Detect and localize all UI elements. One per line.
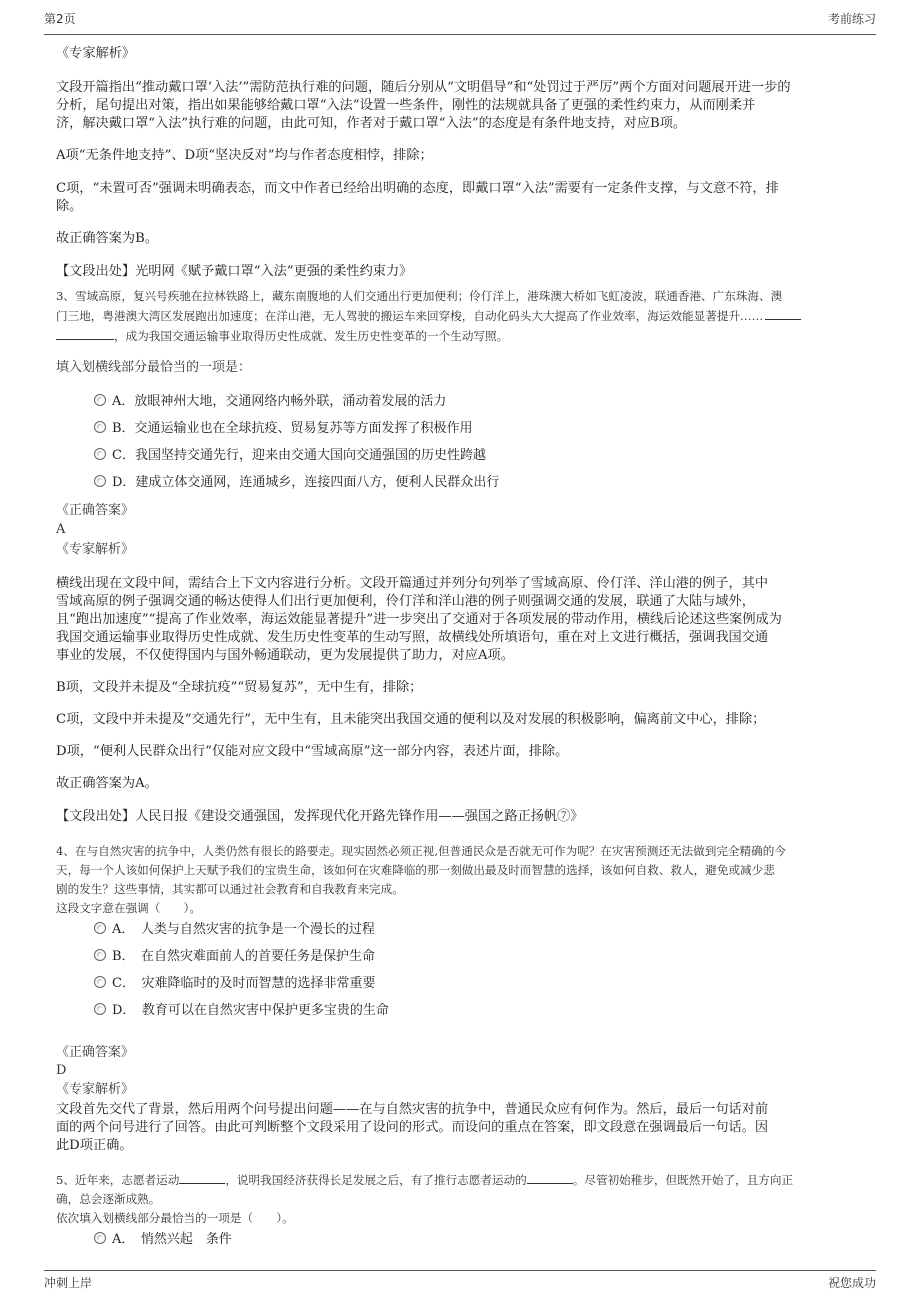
q3-option-c[interactable]: C．我国坚持交通先行，迎来由交通大国向交通强国的历史性跨越 [94, 447, 486, 465]
q4-answer-label: 《正确答案》 [56, 1045, 135, 1060]
q2-analysis-line: 分析，尾句提出对策，指出如果能够给戴口罩“入法”设置一些条件，刚性的法规就具备了更强的柔性约束力，从而刚柔并 [56, 98, 756, 113]
q3-option-c-analysis: C项，文段中并未提及“交通先行”，无中生有，且未能突出我国交通的便利以及对发展的积极影响，偏离前文中心，排除； [56, 712, 766, 727]
q2-analysis-line: 文段开篇指出“推动戴口罩‘入法’”需防范执行难的问题，随后分别从“文明倡导”和“处罚过于严厉”两个方面对问题展开进一步的 [56, 80, 791, 95]
page-footer [44, 1270, 876, 1298]
q4-option-c[interactable]: C． 灾难降临时的及时而智慧的选择非常重要 [94, 975, 375, 993]
q3-analysis-line: 横线出现在文段中间，需结合上下文内容进行分析。文段开篇通过并列分句列举了雪域高原、伶仃洋、洋山港的例子，其中 [56, 576, 769, 591]
q5-option-a[interactable]: A． 悄然兴起 条件 [94, 1231, 232, 1249]
q2-source: 【文段出处】光明网《赋予戴口罩“入法”更强的柔性约束力》 [56, 264, 413, 279]
q3-option-d-analysis: D项，“便利人民群众出行”仅能对应文段中“雪域高原”这一部分内容，表述片面，排除。 [56, 744, 569, 759]
footer-left-text: 冲刺上岸 [44, 1276, 93, 1290]
q3-option-a[interactable]: A．放眼神州大地，交通网络内畅外联，涌动着发展的活力 [94, 393, 446, 411]
q5-prompt: 依次填入划横线部分最恰当的一项是（ ）。 [56, 1211, 294, 1225]
radio-button-icon[interactable] [94, 922, 106, 934]
radio-button-icon[interactable] [94, 949, 106, 961]
q4-analysis-line: 文段首先交代了背景，然后用两个问号提出问题——在与自然灾害的抗争中，普通民众应有何作为。然后，最后一句话对前 [56, 1102, 769, 1117]
q3-option-b-analysis: B项，文段并未提及“全球抗疫”“贸易复苏”，无中生有，排除； [56, 680, 423, 695]
q4-stem-line: 天，每一个人该如何保护上天赋予我们的宝贵生命，该如何在灾难降临的那一刻做出最及时而智慧的选择，该如何自救、救人，避免或减少悲 [56, 863, 775, 877]
q3-prompt: 填入划横线部分最恰当的一项是： [56, 360, 252, 375]
radio-button-icon[interactable] [94, 976, 106, 988]
radio-button-icon[interactable] [94, 421, 106, 433]
q4-answer: D [56, 1063, 67, 1078]
q3-final-answer: 故正确答案为A。 [56, 776, 158, 791]
q4-option-a[interactable]: A． 人类与自然灾害的抗争是一个漫长的过程 [94, 921, 375, 939]
q3-analysis-line: 且“跑出加速度”“提高了作业效率，海运效能显著提升”进一步突出了交通对于各项发展的带动作用，横线后论述这些案例成为 [56, 612, 782, 627]
q4-stem-line: 4、在与自然灾害的抗争中，人类仍然有很长的路要走。现实固然必须正视,但普通民众是否就无可作为呢？在灾害预测还无法做到完全精确的今 [56, 844, 786, 858]
q2-final-answer: 故正确答案为B。 [56, 231, 159, 246]
q3-option-d[interactable]: D．建成立体交通网，连通城乡，连接四面八方，便利人民群众出行 [94, 474, 499, 492]
q4-analysis-line: 面的两个问号进行了回答。由此可判断整个文段采用了设问的形式。而设问的重点在答案，即文段意在强调最后一句话。因 [56, 1120, 769, 1135]
q2-analysis-line: 济，解决戴口罩“入法”执行难的问题，由此可知，作者对于戴口罩“入法”的态度是有条件地支持，对应B项。 [56, 116, 687, 131]
q2-option-c-analysis: C项，“未置可否”强调未明确表态，而文中作者已经给出明确的态度，即戴口罩“入法”需要有一定条件支撑，与文意不符，排 [56, 181, 779, 196]
q5-stem-line: 5、近年来，志愿者运动 ，说明我国经济获得长足发展之后，有了推行志愿者运动的 。尽管初始稚步，但既然开始了，且方向正 [56, 1173, 794, 1187]
radio-button-icon[interactable] [94, 1232, 106, 1244]
radio-button-icon[interactable] [94, 1003, 106, 1015]
q4-option-d[interactable]: D． 教育可以在自然灾害中保护更多宝贵的生命 [94, 1002, 389, 1020]
footer-right-text: 祝您成功 [827, 1276, 876, 1290]
q3-analysis-line: 事业的发展，不仅使得国内与国外畅通联动，更为发展提供了助力，对应A项。 [56, 648, 514, 663]
page-header [44, 10, 876, 35]
q3-stem-line: ，成为我国交通运输事业取得历史性成就、发生历史性变革的一个生动写照。 [56, 327, 876, 346]
q3-answer-label: 《正确答案》 [56, 503, 135, 518]
q3-option-b[interactable]: B．交通运输业也在全球抗疫、贸易复苏等方面发挥了积极作用 [94, 420, 473, 438]
radio-button-icon[interactable] [94, 475, 106, 487]
q2-option-ad-analysis: A项“无条件地支持”、D项“坚决反对”均与作者态度相悖，排除； [56, 148, 433, 163]
q3-answer: A [56, 522, 66, 537]
q4-analysis-label: 《专家解析》 [56, 1082, 135, 1097]
radio-button-icon[interactable] [94, 448, 106, 460]
q3-analysis-line: 雪域高原的例子强调交通的畅达使得人们出行更加便利，伶仃洋和洋山港的例子则强调交通的发展，联通了大陆与域外， [56, 594, 755, 609]
q4-stem-line: 剧的发生？这些事情，其实都可以通过社会教育和自我教育来完成。 [56, 882, 404, 896]
q3-analysis-label: 《专家解析》 [56, 542, 135, 557]
q5-stem-line: 确，总会逐渐成熟。 [56, 1192, 161, 1206]
q2-option-c-analysis: 除。 [56, 199, 83, 214]
q3-stem-line: 3、雪域高原，复兴号疾驰在拉林铁路上，藏东南腹地的人们交通出行更加便利；伶仃洋上，港珠澳大桥如飞虹凌波，联通香港、广东珠海、澳 [56, 289, 783, 303]
q2-analysis-label: 《专家解析》 [56, 46, 136, 61]
q3-stem-line: 门三地，粤港澳大湾区发展跑出加速度；在洋山港，无人驾驶的搬运车来回穿梭，自动化码头大大提高了作业效率，海运效能显著提升…… [56, 307, 876, 326]
page-number: 第2页 [44, 12, 76, 26]
q3-analysis-line: 我国交通运输事业取得历史性成就、发生历史性变革的生动写照，故横线处所填语句，重在对上文进行概括，强调我国交通 [56, 630, 769, 645]
q3-source: 【文段出处】人民日报《建设交通强国，发挥现代化开路先锋作用——强国之路正扬帆⑦》 [56, 809, 584, 824]
radio-button-icon[interactable] [94, 394, 106, 406]
q4-analysis-line: 此D项正确。 [56, 1138, 133, 1153]
q4-prompt: 这段文字意在强调（ ）。 [56, 901, 201, 915]
header-label: 考前练习 [827, 12, 876, 26]
q4-option-b[interactable]: B． 在自然灾难面前人的首要任务是保护生命 [94, 948, 375, 966]
